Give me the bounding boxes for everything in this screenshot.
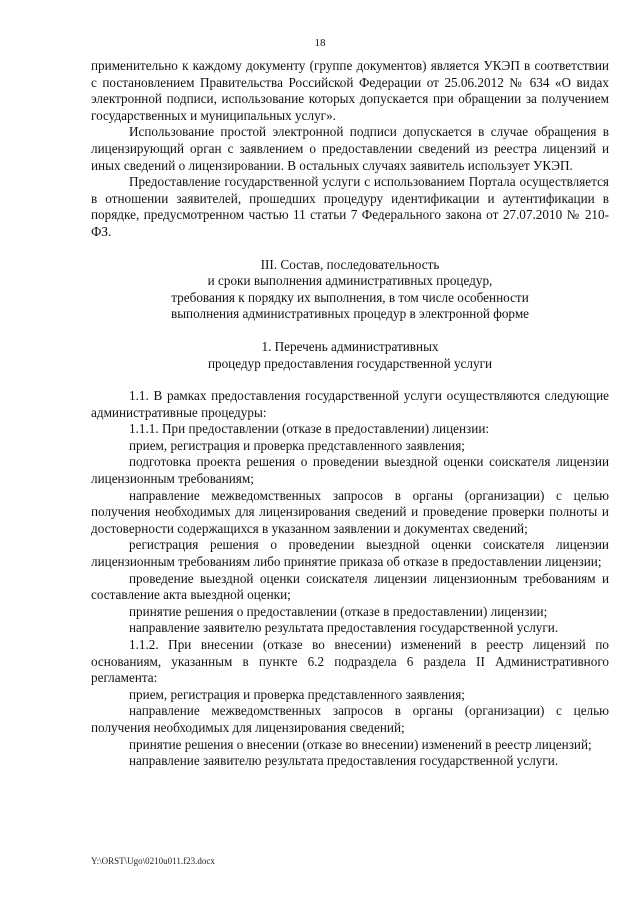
list-item: проведение выездной оценки соискателя лицензии лицензионным требованиям и составление акта выездной оценки; [91, 570, 609, 603]
section-heading-line: III. Состав, последовательность [260, 256, 440, 272]
paragraph: 1.1.1. При предоставлении (отказе в предоставлении) лицензии: [129, 421, 490, 437]
section-heading-line: выполнения административных процедур в электронной форме [170, 306, 530, 322]
list-item: прием, регистрация и проверка представленного заявления; [129, 437, 465, 453]
footer-file-path: Y:\ORST\Ugo\0210u011.f23.docx [91, 856, 215, 866]
document-body [91, 58, 609, 770]
paragraph: Предоставление государственной услуги с использованием Портала осуществляется в отношении заявителей, прошедших процедуру идентификации и аутентификации в порядке, предусмотренном частью 11 статьи 7 Федерального закона от 27.07.2010 № 210-ФЗ. [91, 174, 609, 239]
section-heading-line: и сроки выполнения административных процедур, [207, 273, 493, 289]
list-item: принятие решения о предоставлении (отказе в предоставлении) лицензии; [129, 603, 548, 619]
paragraph: 1.1. В рамках предоставления государственной услуги осуществляются следующие административные процедуры: [91, 388, 609, 420]
subsection-heading-line: 1. Перечень административных [261, 338, 439, 354]
list-item: принятие решения о внесении (отказе во внесении) изменений в реестр лицензий; [129, 736, 592, 752]
subsection-heading-line: процедур предоставления государственной услуги [207, 355, 493, 371]
list-item: регистрация решения о проведении выездной оценки соискателя лицензии лицензионным требованиям либо принятие приказа об отказе в предоставлении лицензии; [91, 537, 609, 570]
list-item: направление заявителю результата предоставления государственной услуги. [129, 620, 559, 636]
list-item: прием, регистрация и проверка представленного заявления; [129, 686, 465, 702]
list-item: направление заявителю результата предоставления государственной услуги. [129, 753, 559, 769]
paragraph: Использование простой электронной подписи допускается в случае обращения в лицензирующий орган с заявлением о предоставлении сведений из реестра лицензий и иных сведений о лицензировании. В остальных случаях заявитель использует УКЭП. [91, 124, 609, 173]
list-item: направление межведомственных запросов в органы (организации) с целью получения необходимых для лицензирования сведений; [91, 703, 609, 735]
list-item: подготовка проекта решения о проведении выездной оценки соискателя лицензии лицензионным требованиям; [91, 454, 609, 487]
page-number: 18 [314, 37, 326, 49]
paragraph: применительно к каждому документу (группе документов) является УКЭП в соответствии с постановлением Правительства Российской Федерации от 25.06.2012 № 634 «О видах электронной подписи, использование которых допускается при обращении за получением государственных и муниципальных услуг». [91, 58, 609, 123]
paragraph: 1.1.2. При внесении (отказе во внесении) изменений в реестр лицензий по основаниям, указанным в пункте 6.2 подраздела 6 раздела II Административного регламента: [91, 637, 609, 686]
list-item: направление межведомственных запросов в органы (организации) с целью получения необходимых для лицензирования сведений и проведение проверки полноты и достоверности содержащихся в указанном заявлении и документах сведений; [91, 487, 609, 536]
section-heading-line: требования к порядку их выполнения, в том числе особенности [171, 289, 529, 305]
